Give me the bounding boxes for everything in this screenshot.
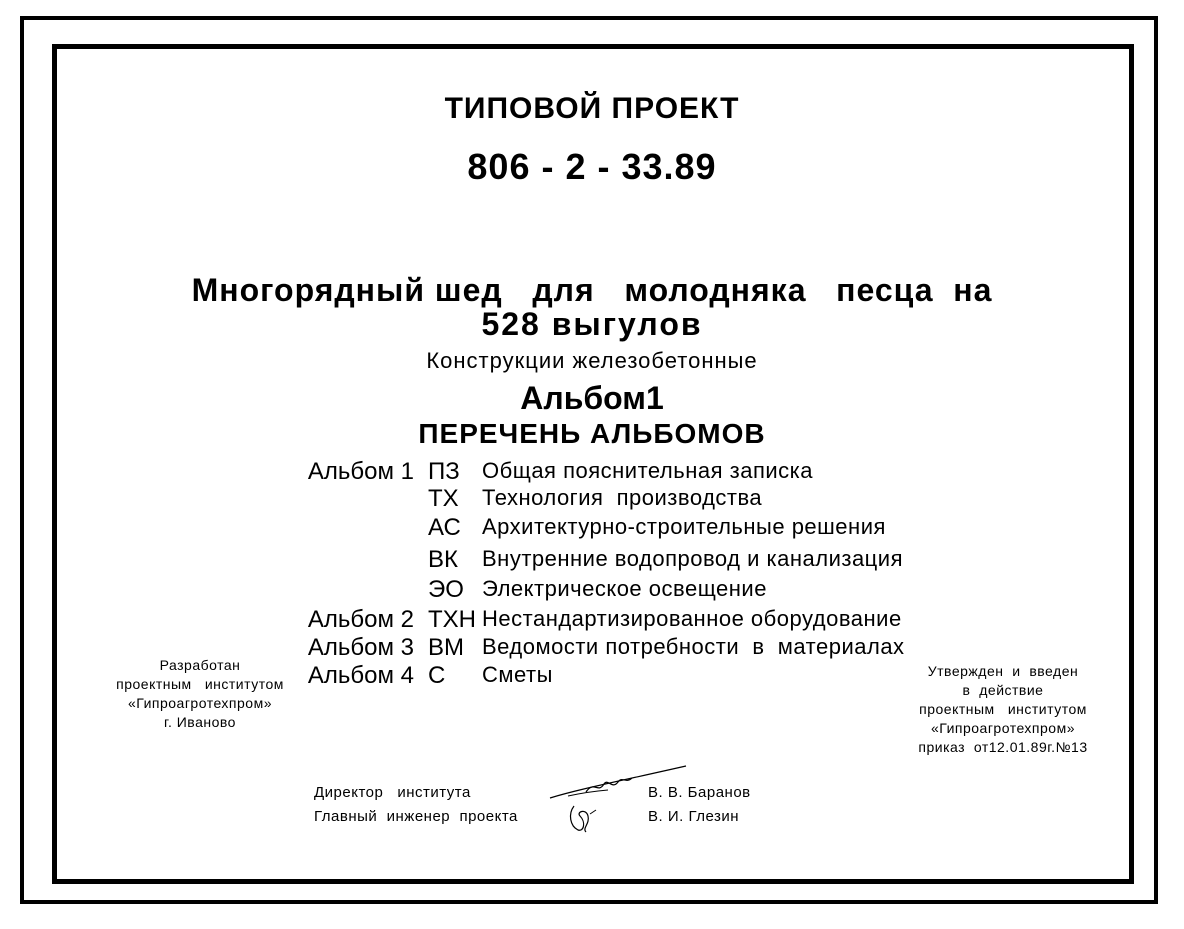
list-item [0, 606, 1184, 634]
list-item [0, 546, 1184, 574]
developed-by-line: «Гипроагротехпром» [127, 695, 272, 711]
list-item [0, 485, 1184, 513]
album-description: Внутренние водопровод и канализация [482, 546, 903, 571]
main-title-line-2: 528 выгулов [481, 306, 703, 342]
chief-engineer-title: Главный инженер проекта [314, 808, 518, 825]
list-item [0, 576, 1184, 604]
album-description: Технология производства [482, 485, 763, 510]
album-code: АС [428, 514, 461, 541]
album-description: Ведомости потребности в материалах [482, 634, 905, 659]
subtitle: Конструкции железобетонные [426, 348, 758, 373]
album-description: Сметы [482, 662, 553, 687]
album-description: Общая пояснительная записка [482, 458, 813, 483]
album-description: Архитектурно-строительные решения [482, 514, 886, 539]
album-code: ВК [428, 546, 458, 573]
album-code: ВМ [428, 634, 464, 661]
director-title: Директор института [314, 784, 471, 801]
album-code: ТХН [428, 606, 476, 633]
list-item [0, 458, 1184, 486]
developed-by-line: г. Иваново [164, 714, 236, 730]
approved-by-block [900, 662, 1106, 757]
director-name: В. В. Баранов [648, 784, 751, 801]
album-label: Альбом 4 [307, 662, 414, 689]
album-code: С [428, 662, 446, 689]
approved-by-line: проектным институтом [919, 701, 1087, 717]
album-title: Альбом1 [520, 380, 664, 416]
album-list-heading: ПЕРЕЧЕНЬ АЛЬБОМОВ [418, 418, 766, 449]
developed-by-block [98, 656, 302, 732]
album-label: Альбом 1 [307, 458, 414, 485]
list-item [0, 514, 1184, 542]
album-code: ТХ [428, 485, 459, 512]
chief-engineer-signature [566, 802, 606, 834]
chief-engineer-name: В. И. Глезин [648, 808, 740, 825]
approved-by-line: «Гипроагротехпром» [930, 720, 1075, 736]
main-title-line-1: Многорядный шед для молодняка песца на [191, 272, 993, 308]
album-description: Нестандартизированное оборудование [482, 606, 902, 631]
album-description: Электрическое освещение [482, 576, 767, 601]
album-label: Альбом 2 [307, 606, 414, 633]
approved-by-line: в действие [962, 682, 1044, 698]
approved-by-line: приказ от12.01.89г.№13 [918, 739, 1088, 755]
album-code: ЭО [428, 576, 464, 603]
developed-by-line: Разработан [159, 657, 241, 673]
director-signature [546, 760, 690, 800]
album-code: ПЗ [428, 458, 460, 485]
document-type-label: ТИПОВОЙ ПРОЕКТ [444, 92, 740, 125]
album-label: Альбом 3 [307, 634, 414, 661]
developed-by-line: проектным институтом [116, 676, 284, 692]
project-number: 806 - 2 - 33.89 [467, 146, 717, 187]
approved-by-line: Утвержден и введен [927, 663, 1079, 679]
